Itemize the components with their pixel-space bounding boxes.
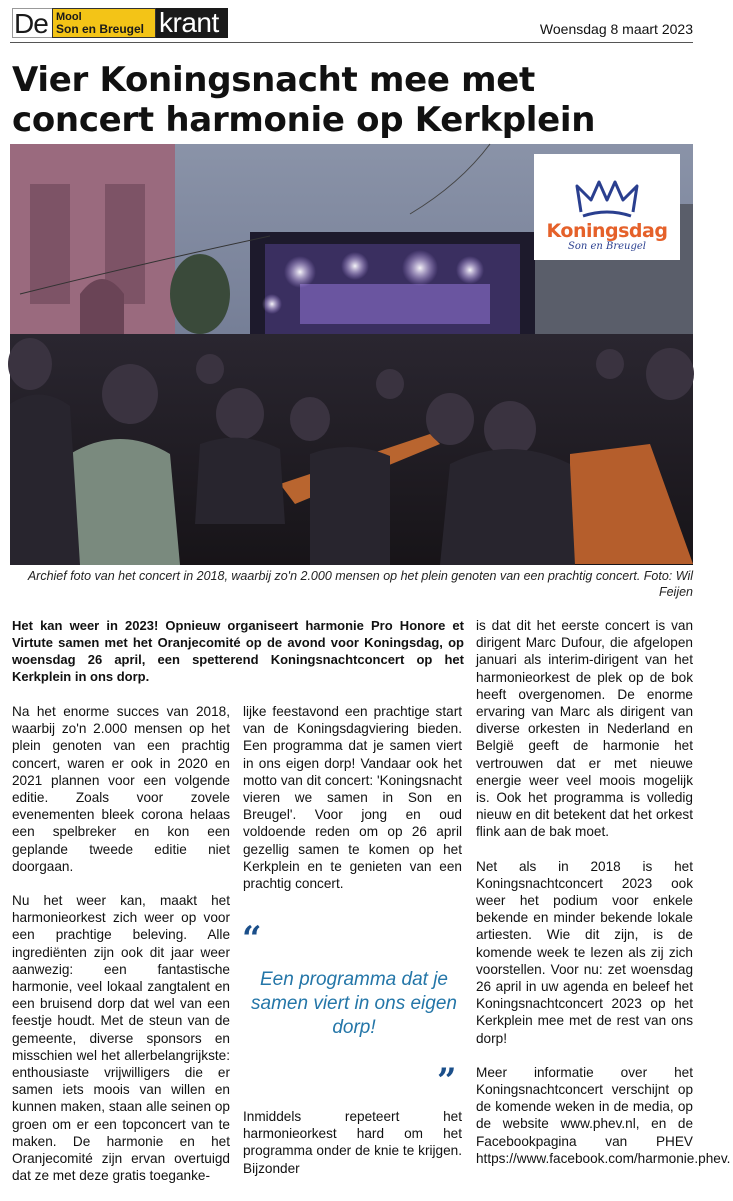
header-divider	[10, 42, 693, 43]
issue-date: Woensdag 8 maart 2023	[539, 21, 693, 37]
paragraph: Meer informatie over het Koningsnachtconcert verschijnt op de komende weken in de media, op de website www.phev.nl, en de Facebookpagina van PHEV https://www.facebook.com/harmonie.phev.	[476, 1064, 731, 1166]
paragraph: Inmiddels repeteert het harmonieorkest hard om het programma onder de knie te krijgen. Bijzonder	[243, 1109, 462, 1176]
article-column-3	[476, 617, 731, 1184]
masthead-mool: Mool	[56, 10, 82, 23]
paragraph: Net als in 2018 is het Koningsnachtconcert 2023 ook weer het podium voor enkele bekende en minder bekende lokale artiesten. Wie dit zijn, is de komende week te lezen als zij zich voorstellen. Voor nu: zet woensdag 26 april in uw agenda en beleef het Koningsnachtconcert 2023 op het Kerkplein mee met de rest van ons dorp!	[476, 858, 693, 1046]
article-lead: Het kan weer in 2023! Opnieuw organiseert harmonie Pro Honore et Virtute samen met het Oranjecomité op de avond voor Koningsdag, op woensdag 26 april, een spetterend Koningsnachtconcert op het Kerkplein in ons dorp.	[12, 618, 464, 684]
article-column-2-bottom	[243, 1108, 462, 1194]
paragraph: lijke feestavond een prachtige start van de Koningsdagviering bieden. Een programma dat je samen viert in ons eigen dorp! Vandaar ook het motto van dit concert: 'Koningsnacht vieren we samen in Son en Breugel'. Voor jong en oud voldoende reden om op 26 april gezellig samen te komen op het Kerkplein en te genieten van een prachtig concert.	[243, 704, 462, 892]
masthead-krant: krant	[156, 8, 228, 38]
article-photo	[10, 144, 693, 565]
logo-subtitle: Son en Breugel	[567, 241, 647, 252]
article-headline: Vier Koningsnacht mee met concert harmonie op Kerkplein	[12, 60, 596, 140]
masthead-logo	[12, 8, 228, 38]
crown-icon	[575, 178, 639, 220]
article-column-1	[12, 703, 230, 1201]
article-column-2	[243, 703, 462, 909]
quote-open-mark: “	[242, 919, 262, 959]
masthead-de: De	[12, 8, 52, 38]
paragraph: is dat dit het eerste concert is van dirigent Marc Dufour, die afgelopen januari als interim-dirigent van het harmonieorkest de plek op de bok heeft overgenomen. De enorme ervaring van Marc als dirigent van diverse orkesten in Nederland en België geeft de harmonie het vertrouwen dat er met nieuwe energie weer veel moois mogelijk is. Ook het programma is volledig nieuw en dit betekent dat het orkest flink aan de bak moet.	[476, 618, 693, 840]
quote-close-mark: ”	[437, 1061, 457, 1101]
masthead-son: Son en Breugel	[56, 21, 145, 36]
photo-caption: Archief foto van het concert in 2018, waarbij zo'n 2.000 mensen op het plein genoten van een prachtig concert. Foto: Wil Feijen	[27, 569, 693, 599]
logo-title: Koningsdag	[546, 220, 668, 242]
masthead-box	[52, 8, 156, 38]
pull-quote: Een programma dat je samen viert in ons eigen dorp!	[251, 969, 457, 1038]
koningsdag-logo	[534, 154, 680, 260]
paragraph: Nu het weer kan, maakt het harmonieorkest zich weer op voor een prachtige beleving. Alle ingrediënten zijn ook dit jaar weer aanwezig: een fantastische harmonie, veel lokaal zangtalent en een bruisend dorp dat wel van een feestje houdt. Met de steun van de gemeente, diverse sponsors en misschien wel het allerbelangrijkste: enthousiaste vrijwilligers die er samen iets moois van willen en kunnen maken, staan alle seinen op groen om er een topconcert van te maken. De harmonie en het Oranjecomité zijn ervan overtuigd dat ze met deze gratis toeganke-	[12, 893, 230, 1184]
paragraph: Na het enorme succes van 2018, waarbij zo'n 2.000 mensen op het plein genoten van een prachtig concert, waren er ook in 2020 en 2021 plannen voor een volgende editie. Zoals voor zovele evenementen bleek corona helaas een spelbreker en kon een geplande tweede editie niet doorgaan.	[12, 704, 230, 874]
